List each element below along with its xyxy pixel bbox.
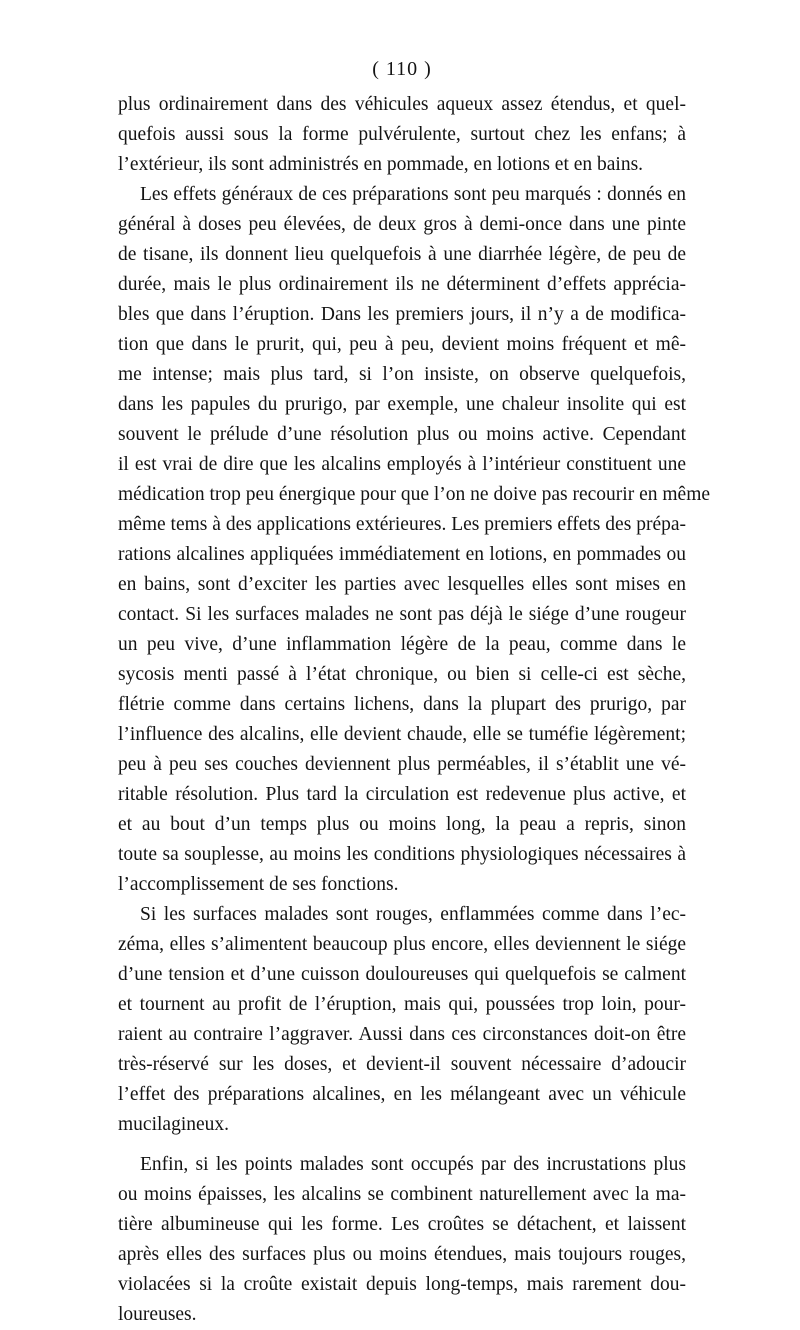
paragraph-1 [118, 90, 686, 180]
text-line: bles que dans l’éruption. Dans les premiers jours, il n’y a de modifica- [118, 304, 686, 325]
text-line: médication trop peu énergique pour que l’on ne doive pas recourir en même [118, 484, 711, 505]
text-line: de tisane, ils donnent lieu quelquefois à une diarrhée légère, de peu de [118, 244, 686, 265]
text-line: sycosis menti passé à l’état chronique, ou bien si celle-ci est sèche, [118, 664, 686, 685]
text-line: il est vrai de dire que les alcalins employés à l’intérieur constituent une [118, 454, 686, 475]
text-line: ritable résolution. Plus tard la circulation est redevenue plus active, et [118, 784, 686, 805]
text-line: général à doses peu élevées, de deux gros à demi-once dans une pinte [118, 214, 686, 235]
text-line: contact. Si les surfaces malades ne sont pas déjà le siége d’une rougeur [118, 604, 686, 625]
text-line: après elles des surfaces plus ou moins étendues, mais toujours rouges, [118, 1244, 686, 1265]
page-number: ( 110 ) [372, 58, 432, 80]
text-line: dans les papules du prurigo, par exemple, une chaleur insolite qui est [118, 394, 686, 415]
paragraph-2 [118, 180, 711, 900]
text-line: flétrie comme dans certains lichens, dans la plupart des prurigo, par [118, 694, 686, 715]
paragraph-spacer [118, 1140, 686, 1150]
text-line: l’influence des alcalins, elle devient chaude, elle se tuméfie légèrement; [118, 724, 686, 745]
text-line: en bains, sont d’exciter les parties avec lesquelles elles sont mises en [118, 574, 686, 595]
text-line: durée, mais le plus ordinairement ils ne déterminent d’effets apprécia- [118, 274, 686, 295]
text-line: l’effet des préparations alcalines, en les mélangeant avec un véhicule [118, 1084, 686, 1105]
text-line: d’une tension et d’une cuisson douloureuses qui quelquefois se calment [118, 964, 686, 985]
text-line: souvent le prélude d’une résolution plus ou moins active. Cependant [118, 424, 686, 445]
text-line: tion que dans le prurit, qui, peu à peu, devient moins fréquent et mê- [118, 334, 686, 355]
text-line: peu à peu ses couches deviennent plus perméables, il s’établit une vé- [118, 754, 686, 775]
text-line: violacées si la croûte existait depuis long-temps, mais rarement dou- [118, 1274, 686, 1295]
text-line: quefois aussi sous la forme pulvérulente, surtout chez les enfans; à [118, 124, 686, 145]
text-line: et tournent au profit de l’éruption, mais qui, poussées trop loin, pour- [118, 994, 686, 1015]
text-line: Enfin, si les points malades sont occupés par des incrustations plus [140, 1154, 686, 1175]
text-line: rations alcalines appliquées immédiatement en lotions, en pommades ou [118, 544, 686, 565]
text-line: l’accomplissement de ses fonctions. [118, 874, 399, 895]
text-line: plus ordinairement dans des véhicules aqueux assez étendus, et quel- [118, 94, 686, 115]
paragraph-3 [118, 900, 686, 1140]
text-line: Si les surfaces malades sont rouges, enflammées comme dans l’ec- [140, 904, 686, 925]
paragraph-4 [118, 1150, 686, 1330]
text-line: mucilagineux. [118, 1114, 230, 1135]
text-line: un peu vive, d’une inflammation légère de la peau, comme dans le [118, 634, 686, 655]
text-line: zéma, elles s’alimentent beaucoup plus encore, elles deviennent le siége [118, 934, 686, 955]
text-line: très-réservé sur les doses, et devient-il souvent nécessaire d’adoucir [118, 1054, 686, 1075]
text-line: même tems à des applications extérieures. Les premiers effets des prépa- [118, 514, 686, 535]
text-line: loureuses. [118, 1304, 197, 1325]
text-line: ou moins épaisses, les alcalins se combinent naturellement avec la ma- [118, 1184, 686, 1205]
text-line: toute sa souplesse, au moins les conditions physiologiques nécessaires à [118, 844, 686, 865]
text-line: raient au contraire l’aggraver. Aussi dans ces circonstances doit-on être [118, 1024, 686, 1045]
text-line: me intense; mais plus tard, si l’on insiste, on observe quelquefois, [118, 364, 686, 385]
text-line: Les effets généraux de ces préparations sont peu marqués : donnés en [140, 184, 686, 205]
text-line: et au bout d’un temps plus ou moins long, la peau a repris, sinon [118, 814, 686, 835]
book-page [118, 56, 711, 1330]
text-line: l’extérieur, ils sont administrés en pommade, en lotions et en bains. [118, 154, 644, 175]
text-line: tière albumineuse qui les forme. Les croûtes se détachent, et laissent [118, 1214, 686, 1235]
